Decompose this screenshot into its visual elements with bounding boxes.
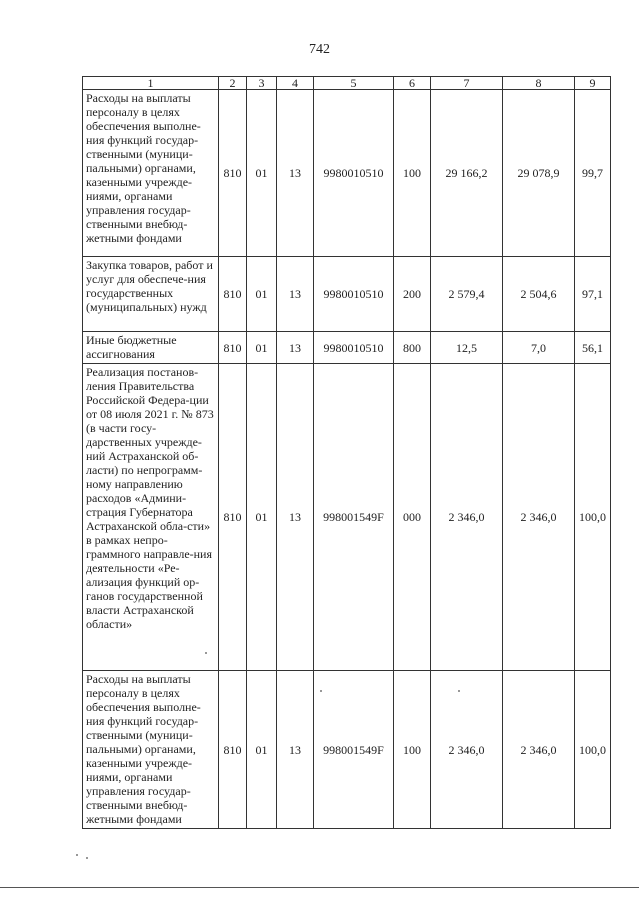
- actual-amount-cell: 2 346,0: [503, 671, 575, 829]
- expense-type-cell: 100: [394, 90, 431, 257]
- page-number: 742: [309, 42, 330, 57]
- department-code-cell: 810: [219, 332, 247, 364]
- expense-type-cell: 800: [394, 332, 431, 364]
- planned-amount-cell: 29 166,2: [431, 90, 503, 257]
- target-article-cell: 998001549F: [314, 671, 394, 829]
- table-header-row: [83, 77, 611, 90]
- column-header: 2: [219, 77, 247, 90]
- subsection-code-cell: 13: [277, 257, 314, 332]
- target-article-cell: 9980010510: [314, 332, 394, 364]
- department-code-cell: 810: [219, 364, 247, 671]
- column-header: 1: [83, 77, 219, 90]
- scan-speck: [86, 857, 88, 859]
- department-code-cell: 810: [219, 257, 247, 332]
- target-article-cell: 998001549F: [314, 364, 394, 671]
- subsection-code-cell: 13: [277, 364, 314, 671]
- column-header: 7: [431, 77, 503, 90]
- column-header: 9: [575, 77, 611, 90]
- table-row: [83, 364, 611, 671]
- table-row: [83, 257, 611, 332]
- expense-name-cell: Реализация постанов-ления Правительства Российской Федера-ции от 08 июля 2021 г. № 873 (в части госу-дарственных учрежде-ний Астраханской об-ласти) по непрограмм-ному направлению расходов «Админи-страция Губернатора Астраханской обла-сти» в рамках непро-граммного направле-ния деятельности «Ре-ализация функций ор-ганов государственной власти Астраханской области»: [83, 364, 219, 671]
- subsection-code-cell: 13: [277, 671, 314, 829]
- section-code-cell: 01: [247, 671, 277, 829]
- expense-name-cell: Расходы на выплаты персоналу в целях обеспечения выполне-ния функций государ-ственными (муници-пальными) органами, казенными учрежде-ниями, органами управления государ-ственными внебюд-жетными фондами: [83, 90, 219, 257]
- section-code-cell: 01: [247, 257, 277, 332]
- actual-amount-cell: 2 504,6: [503, 257, 575, 332]
- percent-cell: 100,0: [575, 671, 611, 829]
- expense-name-cell: Иные бюджетные ассигнования: [83, 332, 219, 364]
- section-code-cell: 01: [247, 90, 277, 257]
- page-bottom-rule: [0, 887, 639, 888]
- expense-name-cell: Закупка товаров, работ и услуг для обеспече-ния государственных (муниципальных) нужд: [83, 257, 219, 332]
- target-article-cell: 9980010510: [314, 257, 394, 332]
- subsection-code-cell: 13: [277, 90, 314, 257]
- section-code-cell: 01: [247, 332, 277, 364]
- percent-cell: 97,1: [575, 257, 611, 332]
- column-header: 4: [277, 77, 314, 90]
- scan-speck: [76, 854, 78, 856]
- column-header: 8: [503, 77, 575, 90]
- scan-speck: [205, 652, 207, 654]
- expense-type-cell: 200: [394, 257, 431, 332]
- scan-speck: [320, 690, 322, 692]
- planned-amount-cell: 2 346,0: [431, 364, 503, 671]
- department-code-cell: 810: [219, 90, 247, 257]
- table-row: [83, 90, 611, 257]
- expense-type-cell: 100: [394, 671, 431, 829]
- column-header: 5: [314, 77, 394, 90]
- percent-cell: 56,1: [575, 332, 611, 364]
- table-row: [83, 671, 611, 829]
- planned-amount-cell: 12,5: [431, 332, 503, 364]
- column-header: 6: [394, 77, 431, 90]
- actual-amount-cell: 2 346,0: [503, 364, 575, 671]
- scan-speck: [458, 690, 460, 692]
- planned-amount-cell: 2 346,0: [431, 671, 503, 829]
- planned-amount-cell: 2 579,4: [431, 257, 503, 332]
- section-code-cell: 01: [247, 364, 277, 671]
- actual-amount-cell: 29 078,9: [503, 90, 575, 257]
- budget-table: [82, 76, 611, 829]
- expense-type-cell: 000: [394, 364, 431, 671]
- percent-cell: 100,0: [575, 364, 611, 671]
- department-code-cell: 810: [219, 671, 247, 829]
- target-article-cell: 9980010510: [314, 90, 394, 257]
- percent-cell: 99,7: [575, 90, 611, 257]
- column-header: 3: [247, 77, 277, 90]
- actual-amount-cell: 7,0: [503, 332, 575, 364]
- table-row: [83, 332, 611, 364]
- subsection-code-cell: 13: [277, 332, 314, 364]
- expense-name-cell: Расходы на выплаты персоналу в целях обеспечения выполне-ния функций государ-ственными (муници-пальными) органами, казенными учрежде-ниями, органами управления государ-ственными внебюд-жетными фондами: [83, 671, 219, 829]
